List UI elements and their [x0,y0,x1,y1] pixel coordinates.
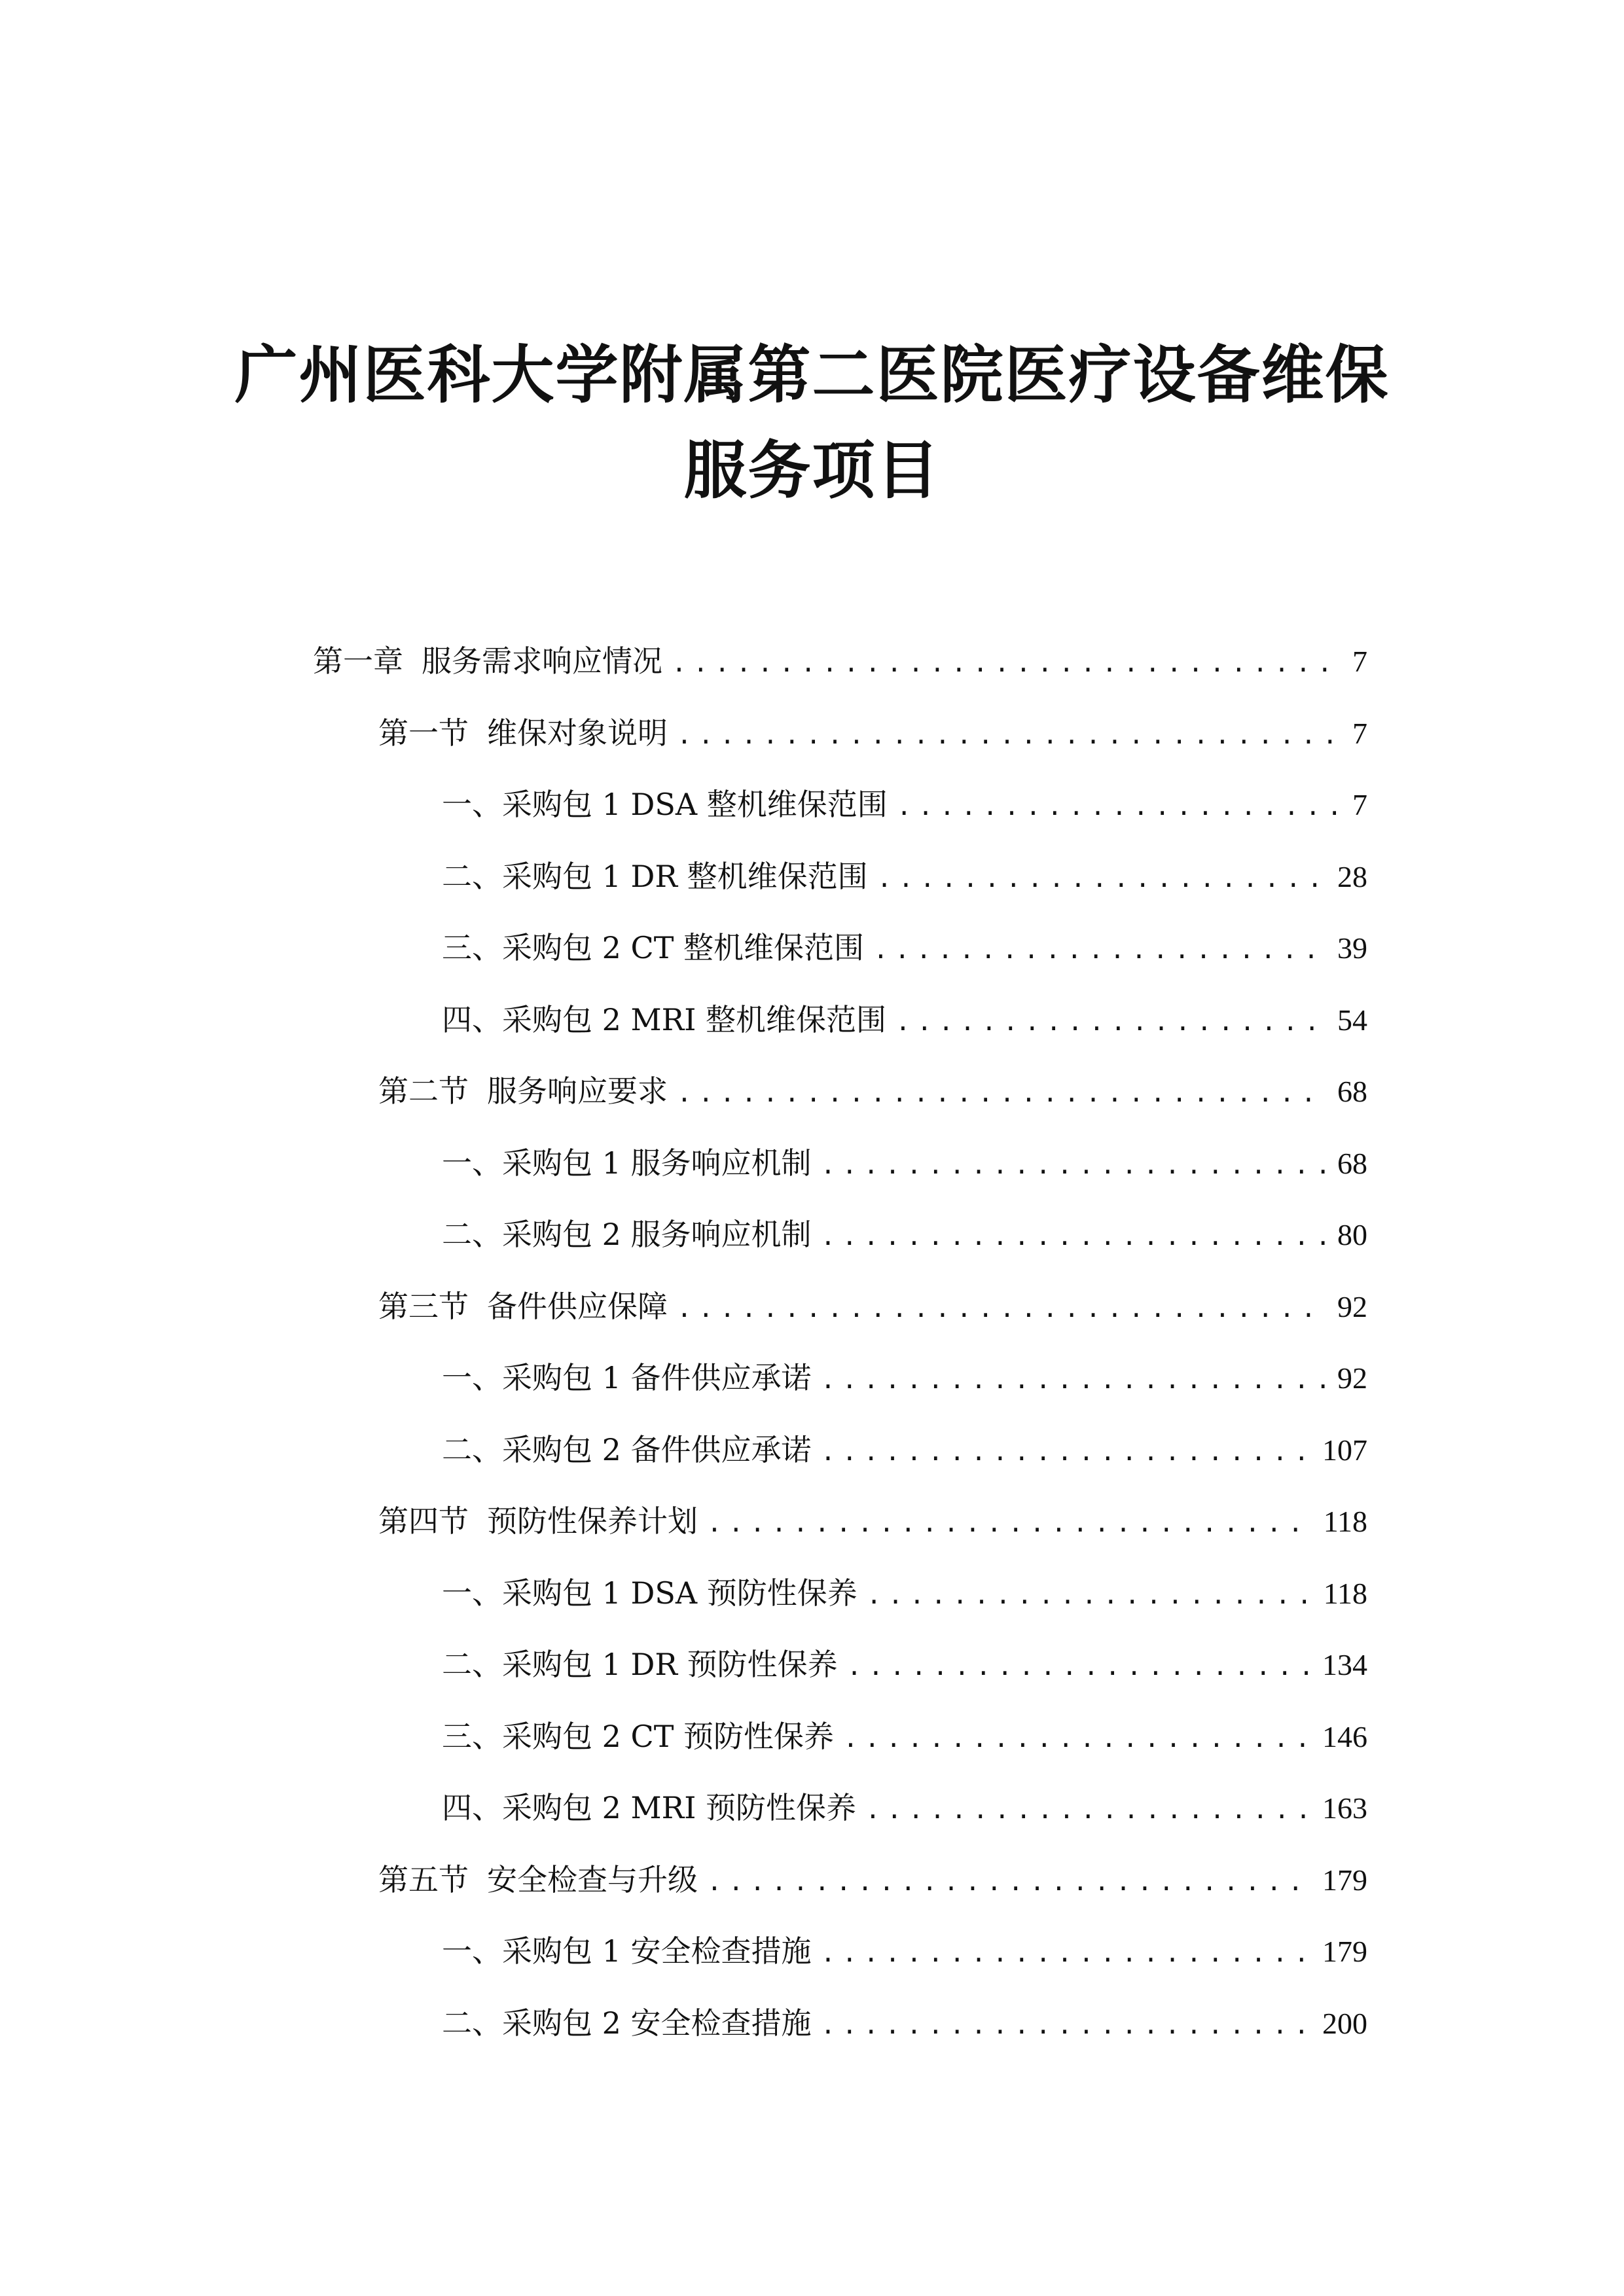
toc-entry-label: 服务需求响应情况 [422,643,662,679]
toc-dot-leader [867,1569,1314,1621]
document-title [0,327,1624,518]
toc-entry-label: 采购包 2 MRI 预防性保养 [502,1790,857,1825]
toc-entry-label: 采购包 1 DR 整机维保范围 [502,858,868,894]
toc-entry[interactable] [313,635,1367,687]
toc-entry-number: 第五节 [378,1861,469,1897]
toc-entry[interactable] [442,1424,1367,1476]
toc-entry-label: 预防性保养计划 [487,1503,698,1539]
toc-entry-number: 二、 [442,1431,502,1467]
toc-entry-page-number: 92 [1337,1361,1367,1395]
toc-entry[interactable] [442,1638,1367,1691]
toc-entry-label: 维保对象说明 [487,715,668,751]
toc-dot-leader [877,852,1328,905]
toc-entry-page-number: 80 [1337,1218,1367,1251]
toc-entry-page-number: 7 [1352,716,1367,750]
toc-entry-label: 采购包 2 安全检查措施 [502,2005,812,2041]
toc-entry-number: 一、 [442,1933,502,1969]
toc-entry[interactable] [442,1352,1367,1404]
toc-entry-page-number: 146 [1322,1719,1367,1753]
toc-entry-page-number: 39 [1337,931,1367,965]
toc-entry[interactable] [378,1854,1367,1906]
toc-entry-label: 采购包 1 DSA 预防性保养 [502,1575,857,1611]
toc-entry-number: 一、 [442,787,502,822]
toc-dot-leader [677,1067,1328,1119]
toc-entry-number: 第三节 [378,1288,469,1324]
toc-entry-label: 备件供应保障 [487,1288,668,1324]
toc-dot-leader [821,1999,1313,2051]
toc-entry[interactable] [442,778,1367,831]
toc-dot-leader [821,1426,1313,1478]
toc-entry[interactable] [442,1925,1367,1977]
toc-entry-number: 三、 [442,1718,502,1754]
toc-entry[interactable] [378,1495,1367,1547]
toc-dot-leader [821,1354,1328,1406]
toc-entry-label: 采购包 1 DR 预防性保养 [502,1647,838,1682]
toc-entry-page-number: 179 [1322,1863,1367,1897]
toc-dot-leader [821,1927,1313,1979]
toc-dot-leader [821,1139,1328,1191]
title-line-1: 广州医科大学附属第二医院医疗设备维保 [234,338,1390,412]
toc-entry-page-number: 134 [1322,1648,1367,1681]
toc-entry[interactable] [442,1997,1367,2049]
toc-entry-number: 二、 [442,858,502,894]
toc-entry-label: 采购包 1 备件供应承诺 [502,1360,812,1395]
toc-entry-page-number: 163 [1322,1791,1367,1825]
toc-entry-number: 一、 [442,1575,502,1611]
toc-entry-label: 采购包 2 CT 整机维保范围 [502,930,865,965]
toc-entry-page-number: 118 [1323,1576,1367,1610]
toc-entry[interactable] [442,1137,1367,1189]
toc-entry[interactable] [442,1710,1367,1763]
toc-entry-number: 二、 [442,2005,502,2041]
toc-entry-page-number: 200 [1322,2006,1367,2040]
toc-entry-number: 第二节 [378,1073,469,1109]
toc-entry[interactable] [378,707,1367,759]
toc-entry[interactable] [442,1567,1367,1619]
toc-dot-leader [847,1640,1313,1693]
toc-entry[interactable] [378,1280,1367,1333]
toc-dot-leader [707,1856,1313,1908]
toc-entry-page-number: 54 [1337,1003,1367,1037]
toc-entry-label: 采购包 1 DSA 整机维保范围 [502,787,888,822]
toc-entry-label: 服务响应要求 [487,1073,668,1109]
toc-entry-page-number: 92 [1337,1289,1367,1323]
toc-entry-label: 采购包 1 安全检查措施 [502,1933,812,1969]
toc-entry-number: 第四节 [378,1503,469,1539]
toc-entry-page-number: 7 [1352,645,1367,678]
toc-entry-number: 二、 [442,1647,502,1682]
toc-entry-label: 采购包 2 MRI 整机维保范围 [502,1001,887,1037]
toc-dot-leader [677,709,1343,761]
toc-entry-page-number: 179 [1322,1935,1367,1968]
toc-dot-leader [707,1497,1314,1549]
toc-entry-number: 一、 [442,1360,502,1395]
toc-entry-page-number: 68 [1337,1075,1367,1108]
toc-entry[interactable] [442,1782,1367,1834]
toc-entry-number: 一、 [442,1145,502,1181]
toc-dot-leader [897,780,1343,833]
toc-dot-leader [895,996,1328,1048]
toc-entry[interactable] [442,922,1367,974]
toc-entry-number: 四、 [442,1001,502,1037]
toc-entry-number: 第一节 [378,715,469,751]
toc-dot-leader [843,1712,1313,1765]
toc-entry-number: 四、 [442,1790,502,1825]
toc-entry[interactable] [442,1208,1367,1261]
toc-entry-page-number: 7 [1352,788,1367,821]
toc-entry-label: 采购包 1 服务响应机制 [502,1145,812,1181]
toc-entry-label: 安全检查与升级 [487,1861,698,1897]
toc-entry-page-number: 107 [1322,1433,1367,1467]
toc-dot-leader [865,1784,1313,1836]
toc-entry-page-number: 68 [1337,1146,1367,1180]
title-line-2: 服务项目 [683,434,941,507]
toc-entry[interactable] [442,994,1367,1046]
toc-entry-page-number: 28 [1337,859,1367,893]
toc-entry-label: 采购包 2 服务响应机制 [502,1217,812,1252]
toc-entry[interactable] [378,1065,1367,1117]
toc-entry-label: 采购包 2 CT 预防性保养 [502,1718,835,1754]
toc-entry-page-number: 118 [1323,1505,1367,1538]
toc-dot-leader [672,637,1343,689]
toc-dot-leader [821,1210,1328,1263]
toc-entry-number: 三、 [442,930,502,965]
toc-dot-leader [677,1282,1328,1335]
toc-entry-label: 采购包 2 备件供应承诺 [502,1431,812,1467]
toc-entry-number: 第一章 [313,643,403,679]
toc-entry-number: 二、 [442,1217,502,1252]
toc-entry[interactable] [442,850,1367,903]
toc-dot-leader [873,924,1328,976]
